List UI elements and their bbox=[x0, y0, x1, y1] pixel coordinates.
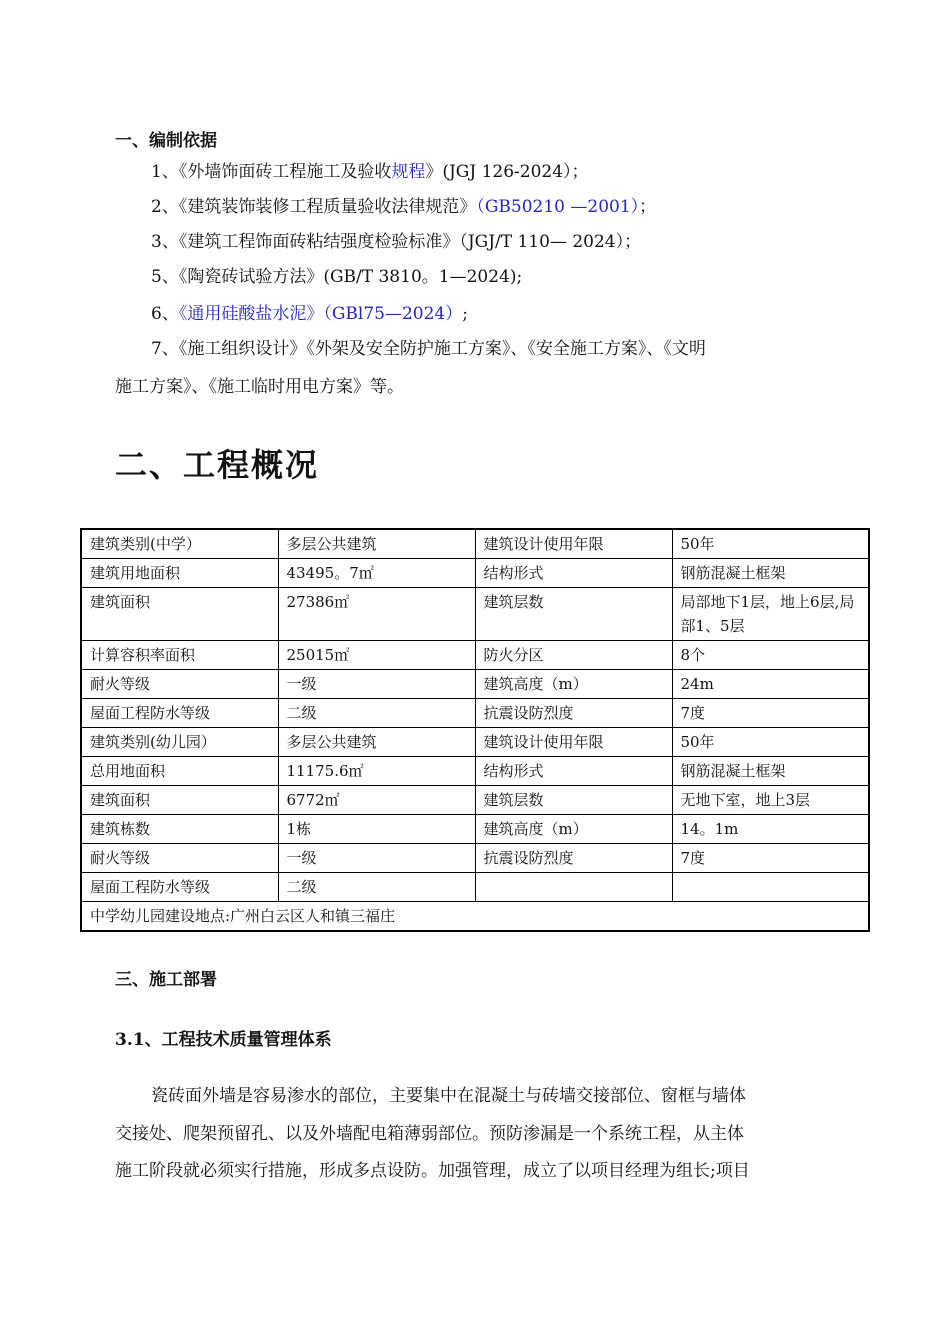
reference-item-1: 1、《外墙饰面砖工程施工及验收规程》(JGJ 126-2024）； bbox=[151, 162, 589, 182]
table-cell: 多层公共建筑 bbox=[278, 728, 475, 757]
table-cell: 无地下室，地上3层 bbox=[672, 786, 869, 815]
table-cell: 50年 bbox=[672, 529, 869, 559]
table-row bbox=[81, 873, 869, 902]
table-row bbox=[81, 670, 869, 699]
table-row bbox=[81, 728, 869, 757]
table-cell: 7度 bbox=[672, 844, 869, 873]
table-cell: 二级 bbox=[278, 699, 475, 728]
table-cell: 7度 bbox=[672, 699, 869, 728]
table-cell: 钢筋混凝土框架 bbox=[672, 757, 869, 786]
table-cell: 局部地下1层，地上6层,局部1、5层 bbox=[672, 588, 869, 641]
table-cell: 屋面工程防水等级 bbox=[81, 699, 278, 728]
section-heading-deployment: 三、施工部署 bbox=[115, 970, 217, 990]
table-cell: 建筑设计使用年限 bbox=[475, 529, 672, 559]
table-cell bbox=[672, 873, 869, 902]
table-cell: 14。1m bbox=[672, 815, 869, 844]
table-cell: 27386㎡ bbox=[278, 588, 475, 641]
table-cell: 结构形式 bbox=[475, 559, 672, 588]
table-cell: 建筑栋数 bbox=[81, 815, 278, 844]
paragraph-line-3: 施工阶段就必须实行措施，形成多点设防。加强管理，成立了以项目经理为组长;项目 bbox=[115, 1161, 750, 1181]
table-cell: 总用地面积 bbox=[81, 757, 278, 786]
table-cell: 耐火等级 bbox=[81, 670, 278, 699]
table-cell: 建筑面积 bbox=[81, 588, 278, 641]
table-cell: 建筑面积 bbox=[81, 786, 278, 815]
table-row bbox=[81, 902, 869, 932]
table-cell: 防火分区 bbox=[475, 641, 672, 670]
table-cell: 屋面工程防水等级 bbox=[81, 873, 278, 902]
location-cell: 中学幼儿园建设地点:广州白云区人和镇三福庄 bbox=[81, 902, 869, 932]
table-cell: 一级 bbox=[278, 844, 475, 873]
table-cell: 建筑设计使用年限 bbox=[475, 728, 672, 757]
table-cell: 建筑高度（m） bbox=[475, 670, 672, 699]
reference-item-6: 6、《通用硅酸盐水泥》（GBl75—2024）; bbox=[151, 304, 468, 324]
table-row bbox=[81, 529, 869, 559]
table-row bbox=[81, 699, 869, 728]
section-heading-basis: 一、编制依据 bbox=[115, 131, 217, 151]
table-cell: 多层公共建筑 bbox=[278, 529, 475, 559]
project-overview-table bbox=[80, 528, 870, 932]
table-cell: 一级 bbox=[278, 670, 475, 699]
table-cell: 25015㎡ bbox=[278, 641, 475, 670]
table-cell: 8个 bbox=[672, 641, 869, 670]
table-cell: 11175.6㎡ bbox=[278, 757, 475, 786]
table-cell: 建筑类别(幼儿园） bbox=[81, 728, 278, 757]
paragraph-line-1: 瓷砖面外墙是容易渗水的部位，主要集中在混凝土与砖墙交接部位、窗框与墙体 bbox=[151, 1086, 746, 1106]
table-cell: 建筑高度（m） bbox=[475, 815, 672, 844]
table-cell: 24m bbox=[672, 670, 869, 699]
reference-item-7-line2: 施工方案》、《施工临时用电方案》等。 bbox=[115, 377, 404, 397]
table-cell: 计算容积率面积 bbox=[81, 641, 278, 670]
table-row bbox=[81, 844, 869, 873]
table-row bbox=[81, 815, 869, 844]
paragraph-line-2: 交接处、爬架预留孔、以及外墙配电箱薄弱部位。预防渗漏是一个系统工程，从主体 bbox=[115, 1124, 744, 1144]
reference-item-5: 5、《陶瓷砖试验方法》(GB/T 3810。1—2024); bbox=[151, 267, 523, 287]
table-cell: 50年 bbox=[672, 728, 869, 757]
reference-item-2: 2、《建筑装饰装修工程质量验收法律规范》（GB50210 —2001）； bbox=[151, 197, 657, 217]
table-cell: 建筑类别(中学） bbox=[81, 529, 278, 559]
table-cell: 钢筋混凝土框架 bbox=[672, 559, 869, 588]
table-row bbox=[81, 757, 869, 786]
table-cell: 结构形式 bbox=[475, 757, 672, 786]
table-cell: 建筑层数 bbox=[475, 786, 672, 815]
table-cell: 建筑层数 bbox=[475, 588, 672, 641]
table-cell: 建筑用地面积 bbox=[81, 559, 278, 588]
table-cell: 1栋 bbox=[278, 815, 475, 844]
reference-item-3: 3、《建筑工程饰面砖粘结强度检验标准》（JGJ/T 110— 2024）； bbox=[151, 232, 642, 252]
table-cell: 耐火等级 bbox=[81, 844, 278, 873]
table-row bbox=[81, 588, 869, 641]
table-row bbox=[81, 786, 869, 815]
table-cell: 6772㎡ bbox=[278, 786, 475, 815]
subsection-heading-quality-system: 3.1、工程技术质量管理体系 bbox=[115, 1030, 332, 1050]
table-cell: 43495。7㎡ bbox=[278, 559, 475, 588]
table-cell: 抗震设防烈度 bbox=[475, 699, 672, 728]
table-row bbox=[81, 559, 869, 588]
section-heading-overview: 二、工程概况 bbox=[115, 446, 320, 484]
table-cell bbox=[475, 873, 672, 902]
reference-item-7-line1: 7、《施工组织设计》《外架及安全防护施工方案》、《安全施工方案》、《文明 bbox=[151, 339, 706, 359]
table-cell: 二级 bbox=[278, 873, 475, 902]
table-row bbox=[81, 641, 869, 670]
table-cell: 抗震设防烈度 bbox=[475, 844, 672, 873]
